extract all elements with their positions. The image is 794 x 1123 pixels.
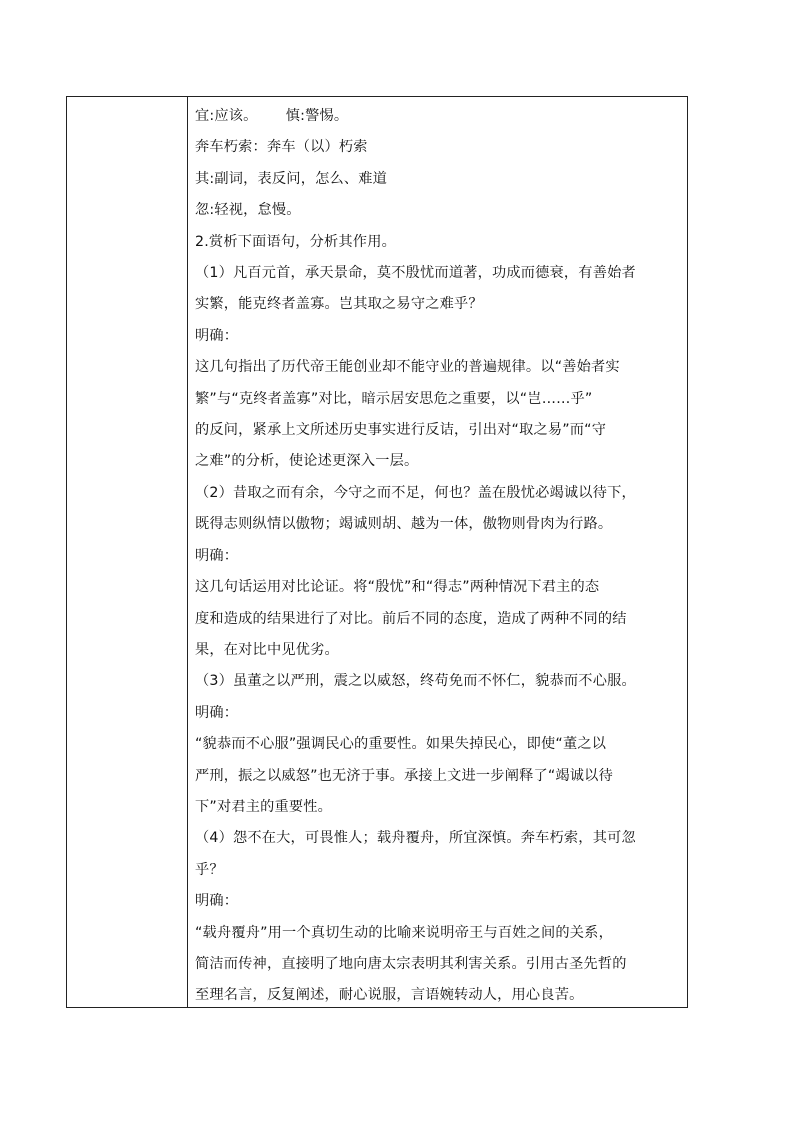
text-line: 实繁，能克终者盖寡。岂其取之易守之难乎？: [195, 296, 483, 313]
text-line: 乎？: [195, 861, 224, 878]
text-line: （1）凡百元首，承天景命，莫不殷忧而道著，功成而德衰，有善始者: [195, 265, 636, 282]
text-line: 明确：: [195, 893, 239, 910]
column-divider: [187, 97, 188, 1007]
content-table: [66, 96, 688, 1008]
text-line: 忽:轻视，怠慢。: [195, 202, 301, 219]
text-line: 简洁而传神，直接明了地向唐太宗表明其利害关系。引用古圣先哲的: [195, 955, 627, 972]
text-line: 这几句指出了历代帝王能创业却不能守业的普遍规律。以“善始者实: [195, 359, 620, 376]
text-line: 明确：: [195, 327, 239, 344]
text-line: 之难”的分析，使论述更深入一层。: [195, 453, 419, 470]
text-line: 下”对君主的重要性。: [195, 798, 333, 815]
text-line: 度和造成的结果进行了对比。前后不同的态度，造成了两种不同的结: [195, 610, 627, 627]
table-left-cell: [67, 97, 187, 1007]
text-line: 至理名言，反复阐述，耐心说服，言语婉转动人，用心良苦。: [195, 987, 584, 1004]
text-line: 果，在对比中见优劣。: [195, 641, 339, 658]
text-line: 这几句话运用对比论证。将“殷忧”和“得志”两种情况下君主的态: [195, 579, 600, 596]
text-line: 严刑，振之以威怒”也无济于事。承接上文进一步阐释了“竭诚以待: [195, 767, 613, 784]
text-line: 2.赏析下面语句，分析其作用。: [195, 233, 396, 250]
text-line: 明确：: [195, 547, 239, 564]
text-line: （3）虽董之以严刑，震之以威怒，终苟免而不怀仁，貌恭而不心服。: [195, 673, 636, 690]
table-right-cell: [195, 101, 683, 1012]
text-line: （4）怨不在大，可畏惟人；载舟覆舟，所宜深慎。奔车朽索，其可忽: [195, 830, 636, 847]
text-line: （2）昔取之而有余，今守之而不足，何也？盖在殷忧必竭诚以待下，: [195, 484, 636, 501]
text-line: 奔车朽索：奔车（以）朽索: [195, 139, 368, 156]
text-line: 宜:应该。 慎:警惕。: [195, 108, 349, 124]
text-line: “貌恭而不心服”强调民心的重要性。如果失掉民心，即使“董之以: [195, 736, 607, 753]
text-line: 的反问，紧承上文所述历史事实进行反诘，引出对“取之易”而“守: [195, 422, 607, 439]
text-line: 明确：: [195, 704, 239, 721]
text-line: 既得志则纵情以傲物；竭诚则胡、越为一体，傲物则骨肉为行路。: [195, 516, 613, 533]
text-line: “载舟覆舟”用一个真切生动的比喻来说明帝王与百姓之间的关系，: [195, 924, 613, 941]
text-line: 其:副词，表反问，怎么、难道: [195, 170, 388, 187]
text-line: 繁”与“克终者盖寡”对比，暗示居安思危之重要，以“岂……乎”: [195, 390, 593, 407]
